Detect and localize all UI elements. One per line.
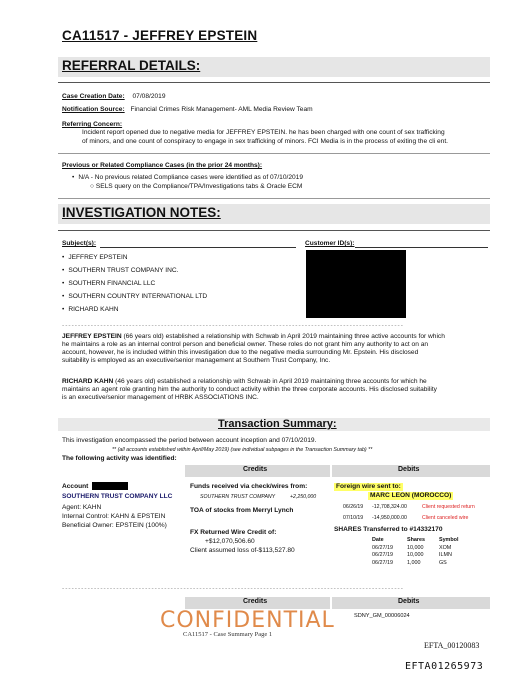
footer-debits-header: Debits bbox=[398, 598, 420, 605]
divider bbox=[58, 153, 490, 154]
client-loss: Client assumed loss of-$113,527.80 bbox=[190, 547, 295, 554]
case-creation-label: Case Creation Date: bbox=[62, 93, 125, 100]
shares-header-date: Date bbox=[372, 537, 384, 543]
shares-transferred-label: SHARES Transferred to #14332170 bbox=[334, 526, 443, 533]
activity-label: The following activity was identified: bbox=[62, 455, 177, 462]
subject-item: • JEFFREY EPSTEIN bbox=[62, 254, 128, 262]
share-count: 10,000 bbox=[406, 552, 424, 559]
previous-cases-item: • N/A - No previous related Compliance cases were identified as of 07/10/2019 bbox=[72, 174, 303, 182]
subject-item: • SOUTHERN FINANCIAL LLC bbox=[62, 280, 155, 288]
toa-label: TOA of stocks from Merryl Lynch bbox=[190, 507, 294, 514]
wire-1-note: Client requested return bbox=[422, 504, 475, 510]
subjects-underline bbox=[100, 247, 296, 248]
funds-received-label: Funds received via check/wires from: bbox=[190, 483, 308, 490]
foreign-wire-recipient: MARC LEON (MOROCCO) bbox=[370, 492, 452, 499]
epstein-paragraph-line2: he maintains a role as an internal control person and beneficial owner. These roles do not grant him any authority to act on an bbox=[62, 341, 429, 348]
dashed-separator: ----------------------------------------------------------------------------------------------------------- bbox=[62, 322, 404, 329]
account-internal-control: Internal Control: KAHN & EPSTEIN bbox=[62, 513, 166, 520]
kahn-line1-text: (46 years old) established a relationship with Schwab in April 2019 maintaining three accounts for which he bbox=[113, 378, 427, 385]
redacted-account-number bbox=[92, 482, 128, 490]
wire-1-amount: -12,708,324.00 bbox=[372, 504, 407, 510]
shares-header-shares: Shares bbox=[406, 537, 425, 543]
account-label: Account bbox=[62, 483, 89, 490]
account-name: SOUTHERN TRUST COMPANY LLC bbox=[62, 493, 173, 500]
epstein-line1-text: (66 years old) established a relationship with Schwab in April 2019 maintaining three active accounts for which bbox=[121, 333, 445, 340]
previous-cases-subitem: ○ SELS query on the Compliance/TPA/Investigations tabs & Oracle ECM bbox=[90, 183, 303, 190]
account-beneficial-owner: Beneficial Owner: EPSTEIN (100%) bbox=[62, 522, 167, 529]
case-creation-row bbox=[62, 93, 166, 101]
wire-2-note: Client canceled wire bbox=[422, 515, 469, 521]
share-symbol: GS bbox=[438, 559, 447, 566]
page-label: CA11517 - Case Summary Page 1 bbox=[183, 631, 273, 638]
divider bbox=[58, 230, 490, 231]
sdny-id: SDNY_GM_00006024 bbox=[354, 613, 410, 619]
debits-header-bar bbox=[332, 465, 490, 477]
referring-concern-label: Referring Concern: bbox=[62, 121, 123, 128]
account-agent: Agent: KAHN bbox=[62, 504, 102, 511]
notification-source-row bbox=[62, 106, 313, 114]
shares-header-symbol: Symbol bbox=[438, 537, 459, 543]
dashed-separator: ----------------------------------------------------------------------------------------------------------- bbox=[62, 585, 404, 592]
referring-concern-line1: Incident report opened due to negative media for JEFFREY EPSTEIN. he has been charged with one count of sex trafficking bbox=[82, 129, 445, 136]
debits-header: Debits bbox=[398, 466, 420, 473]
referral-header-text: REFERRAL DETAILS: bbox=[62, 58, 201, 73]
referring-concern-line2: of minors, and one count of conspiracy to engage in sex trafficking of minors. FCI Media is in the process of exiting the cli ent. bbox=[82, 138, 449, 145]
funds-from: SOUTHERN TRUST COMPANY bbox=[200, 494, 276, 500]
footer-debits-bar bbox=[332, 597, 490, 609]
notification-source-label: Notification Source: bbox=[62, 106, 125, 113]
efta-bates-number: EFTA01265973 bbox=[405, 661, 484, 672]
share-count: 1,000 bbox=[406, 559, 421, 566]
subjects-label: Subject(s): bbox=[62, 240, 97, 247]
table-row bbox=[372, 560, 463, 568]
previous-cases-label: Previous or Related Compliance Cases (in the prior 24 months): bbox=[62, 162, 263, 169]
wire-1-date: 06/26/19 bbox=[343, 504, 364, 510]
share-symbol: ILMN bbox=[438, 552, 452, 559]
kahn-name: RICHARD KAHN bbox=[62, 378, 114, 385]
transaction-note: ** (all accounts established within April/May 2019) (see individual subpages in the Transaction Summary tab) ** bbox=[112, 447, 373, 453]
notification-source-value: Financial Crimes Risk Management- AML Media Review Team bbox=[130, 106, 313, 113]
customer-ids-underline bbox=[355, 247, 488, 248]
foreign-wire-label: Foreign wire sent to: bbox=[336, 483, 401, 490]
credits-header-bar bbox=[185, 465, 330, 477]
share-date: 06/27/19 bbox=[372, 544, 393, 551]
wire-2-amount: -14,950,000.00 bbox=[372, 515, 407, 521]
shares-table bbox=[372, 537, 463, 567]
divider bbox=[58, 198, 490, 199]
investigation-section-header bbox=[58, 204, 490, 224]
credits-header: Credits bbox=[243, 466, 268, 473]
subject-item: • SOUTHERN TRUST COMPANY INC. bbox=[62, 267, 178, 275]
document-title: CA11517 - JEFFREY EPSTEIN bbox=[62, 28, 258, 43]
investigation-header-text: INVESTIGATION NOTES: bbox=[62, 205, 221, 220]
subject-item: • RICHARD KAHN bbox=[62, 306, 119, 314]
epstein-paragraph-line3: account, however, he is included within this investigation due to the negative media surrounding Mr. Epstein. His disclosed bbox=[62, 349, 419, 356]
subject-item: • SOUTHERN COUNTRY INTERNATIONAL LTD bbox=[62, 293, 207, 301]
epstein-name: JEFFREY EPSTEIN bbox=[62, 333, 122, 340]
share-date: 06/27/19 bbox=[372, 559, 393, 566]
share-date: 06/27/19 bbox=[372, 552, 393, 559]
transaction-intro: This investigation encompassed the period between account inception and 07/10/2019. bbox=[62, 437, 317, 444]
previous-cases-subitem-text: SELS query on the Compliance/TPA/Investigations tabs & Oracle ECM bbox=[95, 183, 303, 190]
fx-returned-label: FX Returned Wire Credit of: bbox=[190, 529, 277, 536]
efta-small-id: EFTA_00120083 bbox=[424, 641, 480, 650]
shares-header-row bbox=[372, 537, 463, 545]
table-row bbox=[372, 545, 463, 553]
divider bbox=[58, 82, 490, 83]
share-count: 10,000 bbox=[406, 544, 424, 551]
referral-section-header bbox=[58, 57, 490, 77]
table-row bbox=[372, 552, 463, 560]
transaction-summary-header: Transaction Summary: bbox=[218, 418, 337, 430]
kahn-paragraph-line2: maintains an agent role granting him the authority to conduct activity within the three corporate accounts. His disclosed suitability bbox=[62, 386, 437, 393]
wire-2-date: 07/10/19 bbox=[343, 515, 364, 521]
share-symbol: XOM bbox=[438, 544, 452, 551]
case-creation-value: 07/08/2019 bbox=[132, 93, 166, 100]
footer-credits-header: Credits bbox=[243, 598, 268, 605]
funds-amount: +2,250,000 bbox=[290, 494, 317, 500]
kahn-paragraph-line3: is an executive/senior management of HRBK ASSOCIATIONS INC. bbox=[62, 394, 259, 401]
fx-returned-amount: +$12,070,506.60 bbox=[205, 538, 255, 545]
epstein-paragraph-line4: suitability is employed as an executive/senior management at Southern Trust Company, Inc. bbox=[62, 357, 331, 364]
redacted-customer-ids bbox=[306, 250, 406, 318]
customer-ids-label: Customer ID(s): bbox=[305, 240, 355, 247]
confidential-stamp: CONFIDENTIAL bbox=[160, 608, 335, 633]
